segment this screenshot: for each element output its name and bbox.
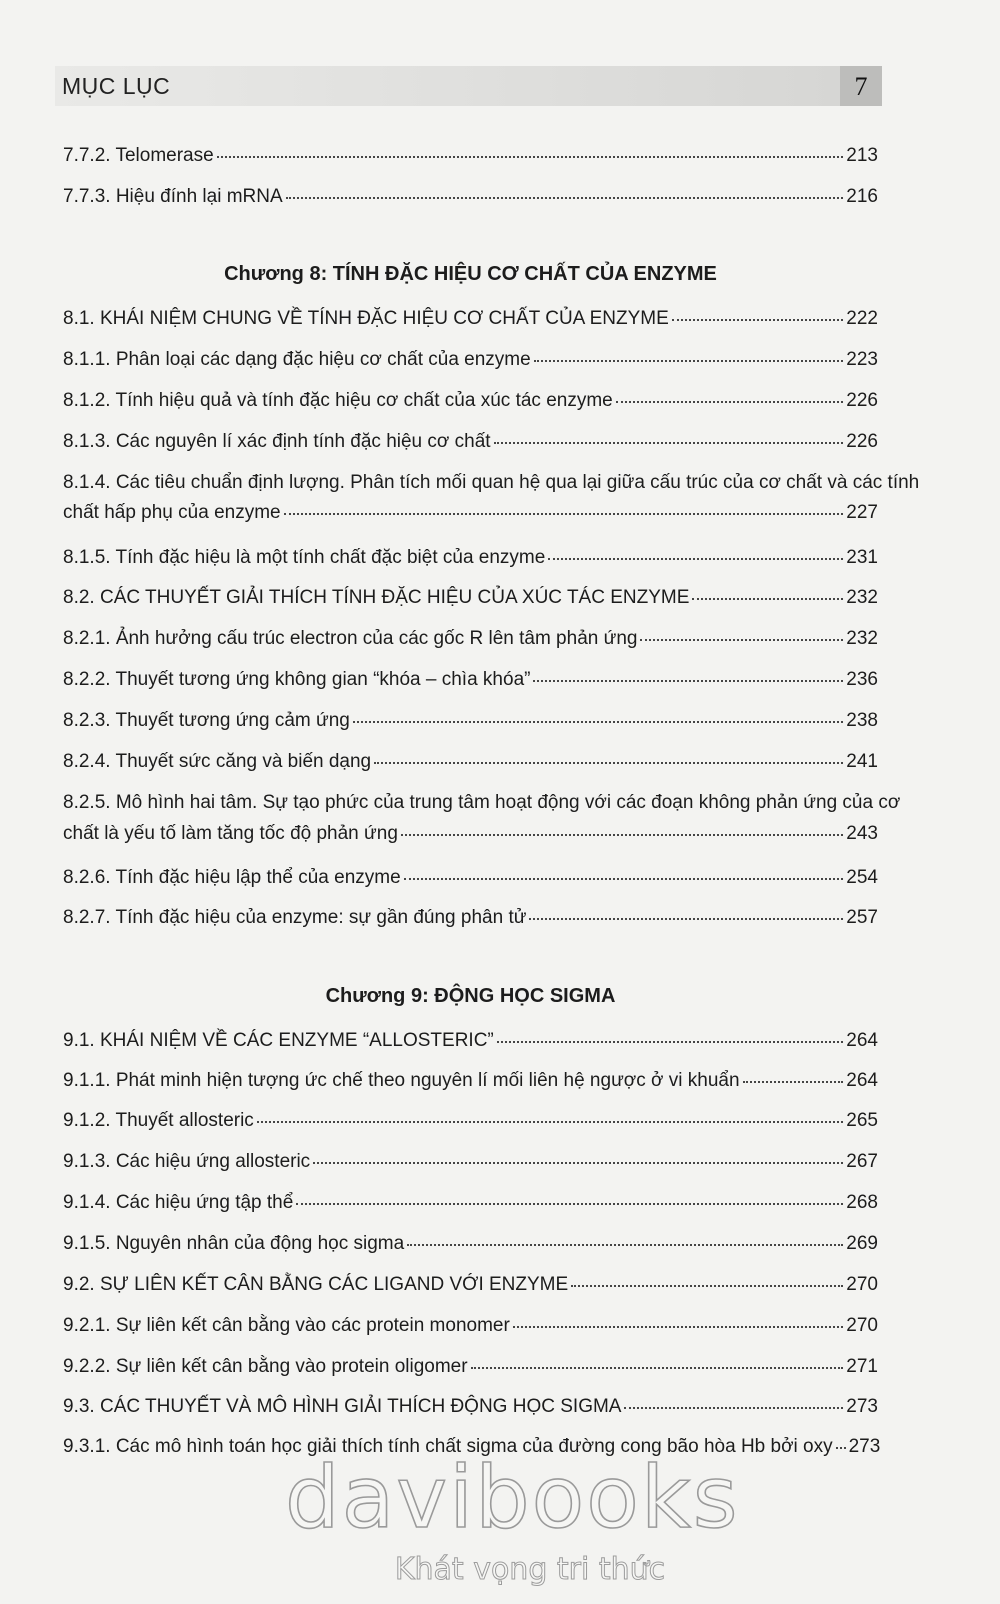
toc-entry-title: chất là yếu tố làm tăng tốc độ phản ứng (63, 823, 398, 844)
toc-leader-dots (529, 916, 843, 920)
chapter-heading: Chương 9: ĐỘNG HỌC SIGMA (325, 985, 616, 1007)
toc-entry (63, 708, 878, 734)
toc-entry (63, 667, 878, 693)
toc-entry (63, 347, 878, 373)
toc-leader-dots (404, 876, 844, 880)
toc-entry (63, 1190, 878, 1216)
toc-entry-title: 9.3.1. Các mô hình toán học giải thích tính chất sigma của đường cong bão hòa Hb bởi oxy (63, 1436, 833, 1457)
toc-leader-dots (533, 678, 843, 682)
toc-entry-title: 9.3. CÁC THUYẾT VÀ MÔ HÌNH GIẢI THÍCH ĐỘNG HỌC SIGMA (63, 1396, 622, 1417)
toc-leader-dots (313, 1160, 843, 1164)
toc-entry (63, 585, 878, 611)
toc-entry-title: 9.2. SỰ LIÊN KẾT CÂN BẰNG CÁC LIGAND VỚI ENZYME (63, 1274, 569, 1295)
toc-entry-title: 9.2.1. Sự liên kết cân bằng vào các protein monomer (63, 1315, 510, 1336)
toc-entry-title: chất hấp phụ của enzyme (63, 502, 281, 523)
toc-entry-title-line1: 8.2.5. Mô hình hai tâm. Sự tạo phức của trung tâm hoạt động với các đoạn không phản ứng của cơ (63, 792, 901, 813)
toc-leader-dots (692, 596, 843, 600)
toc-entry-title: 8.1.5. Tính đặc hiệu là một tính chất đặc biệt của enzyme (63, 547, 546, 568)
toc-entry-title: 9.1.3. Các hiệu ứng allosteric (63, 1151, 311, 1172)
toc-leader-dots (624, 1405, 843, 1409)
toc-entry-title: 9.1.1. Phát minh hiện tượng ức chế theo nguyên lí mối liên hệ ngược ở vi khuẩn (63, 1070, 740, 1091)
toc-entry-page: 216 (846, 186, 878, 207)
toc-entry-page: 232 (846, 587, 878, 608)
toc-entry (63, 429, 878, 455)
toc-entry-title: 8.2.7. Tính đặc hiệu của enzyme: sự gần đúng phân tử (63, 907, 527, 928)
toc-leader-dots (497, 1039, 844, 1043)
toc-entry-title: 8.1.3. Các nguyên lí xác định tính đặc hiệu cơ chất (63, 431, 491, 452)
toc-entry-title: 7.7.3. Hiệu đính lại mRNA (63, 186, 283, 207)
toc-entry-title: 9.1.5. Nguyên nhân của động học sigma (63, 1233, 405, 1254)
toc-entry-page: 257 (846, 907, 878, 928)
toc-entry-page: 241 (846, 751, 878, 772)
toc-entry-page: 267 (846, 1151, 878, 1172)
toc-leader-dots (534, 358, 844, 362)
toc-entry-page: 254 (846, 867, 878, 888)
toc-entry-page: 238 (846, 710, 878, 731)
toc-entry-title: 8.2.1. Ảnh hưởng cấu trúc electron của các gốc R lên tâm phản ứng (63, 628, 638, 649)
toc-leader-dots (494, 440, 844, 444)
toc-leader-dots (217, 154, 844, 158)
toc-entry-page: 271 (846, 1356, 878, 1377)
toc-entry-page: 227 (846, 502, 878, 523)
toc-entry-title: 9.2.2. Sự liên kết cân bằng vào protein oligomer (63, 1356, 468, 1377)
toc-entry (63, 545, 878, 571)
toc-entry (63, 865, 878, 891)
toc-entry (63, 1354, 878, 1380)
toc-entry-page: 222 (846, 308, 878, 329)
toc-entry (63, 470, 920, 526)
toc-entry-title: 9.1.4. Các hiệu ứng tập thể (63, 1192, 294, 1213)
watermark-logo: davibooks (285, 1448, 740, 1548)
toc-entry-title-line1: 8.1.4. Các tiêu chuẩn định lượng. Phân tích mối quan hệ qua lại giữa cấu trúc của cơ chất và các tính (63, 472, 920, 493)
toc-entry-title: 8.2.6. Tính đặc hiệu lập thể của enzyme (63, 867, 401, 888)
toc-leader-dots (296, 1201, 843, 1205)
toc-entry-title: 8.1.2. Tính hiệu quả và tính đặc hiệu cơ chất của xúc tác enzyme (63, 390, 613, 411)
toc-entry-page: 231 (846, 547, 878, 568)
toc-leader-dots (616, 399, 844, 403)
toc-entry-title: 7.7.2. Telomerase (63, 145, 214, 166)
toc-entry-page: 265 (846, 1110, 878, 1131)
toc-leader-dots (284, 511, 844, 515)
toc-leader-dots (374, 760, 843, 764)
toc-leader-dots (353, 719, 843, 723)
toc-entry-page: 213 (846, 145, 878, 166)
toc-entry (63, 1231, 878, 1257)
toc-entry-page: 270 (846, 1315, 878, 1336)
toc-leader-dots (513, 1324, 843, 1328)
toc-entry-page: 226 (846, 390, 878, 411)
toc-entry-page: 273 (848, 1436, 881, 1457)
chapter-heading: Chương 8: TÍNH ĐẶC HIỆU CƠ CHẤT CỦA ENZYME (224, 263, 717, 285)
section-title: MỤC LỤC (62, 73, 171, 99)
watermark-slogan: Khát vọng tri thức (394, 1552, 666, 1587)
toc-entry-page: 264 (846, 1070, 878, 1091)
toc-leader-dots (548, 556, 843, 560)
toc-entry (63, 143, 878, 169)
toc-leader-dots (836, 1445, 846, 1449)
toc-entry-page: 236 (846, 669, 878, 690)
toc-entry-page: 264 (846, 1030, 878, 1051)
toc-leader-dots (401, 832, 843, 836)
toc-entry-page: 223 (846, 349, 878, 370)
toc-leader-dots (257, 1119, 843, 1123)
toc-entry-page: 268 (846, 1192, 878, 1213)
toc-entry (63, 1313, 878, 1339)
toc-entry-title: 8.2.2. Thuyết tương ứng không gian “khóa – chìa khóa” (63, 669, 531, 690)
toc-leader-dots (743, 1079, 844, 1083)
header-bar (55, 66, 845, 106)
toc-entry (63, 1068, 878, 1094)
toc-entry (63, 1108, 878, 1134)
toc-entry (63, 1394, 878, 1420)
toc-entry (63, 306, 878, 332)
toc-leader-dots (407, 1242, 843, 1246)
toc-leader-dots (286, 195, 844, 199)
toc-entry (63, 749, 878, 775)
toc-entry (63, 388, 878, 414)
toc-entry-page: 243 (846, 823, 878, 844)
toc-leader-dots (672, 317, 844, 321)
toc-entry-page: 232 (846, 628, 878, 649)
toc-entry (63, 905, 878, 931)
toc-leader-dots (471, 1365, 844, 1369)
toc-entry-title: 8.2.3. Thuyết tương ứng cảm ứng (63, 710, 350, 731)
toc-entry-page: 269 (846, 1233, 878, 1254)
toc-entry-title: 8.2.4. Thuyết sức căng và biến dạng (63, 751, 372, 772)
toc-entry-title: 8.1.1. Phân loại các dạng đặc hiệu cơ chất của enzyme (63, 349, 531, 370)
toc-entry (63, 790, 901, 847)
toc-entry-title: 8.1. KHÁI NIỆM CHUNG VỀ TÍNH ĐẶC HIỆU CƠ CHẤT CỦA ENZYME (63, 308, 669, 329)
toc-entry (63, 626, 878, 652)
toc-entry-title: 8.2. CÁC THUYẾT GIẢI THÍCH TÍNH ĐẶC HIỆU CỦA XÚC TÁC ENZYME (63, 587, 690, 608)
toc-entry (63, 1028, 878, 1054)
toc-entry (63, 1272, 878, 1298)
toc-entry (63, 1149, 878, 1175)
toc-entry-page: 273 (846, 1396, 878, 1417)
toc-entry (63, 184, 878, 210)
toc-entry-title: 9.1.2. Thuyết allosteric (63, 1110, 254, 1131)
page-number: 7 (854, 72, 868, 101)
toc-leader-dots (640, 637, 843, 641)
toc-entry-title: 9.1. KHÁI NIỆM VỀ CÁC ENZYME “ALLOSTERIC” (63, 1030, 494, 1051)
toc-entry-page: 270 (846, 1274, 878, 1295)
toc-leader-dots (571, 1283, 843, 1287)
toc-entry-page: 226 (846, 431, 878, 452)
